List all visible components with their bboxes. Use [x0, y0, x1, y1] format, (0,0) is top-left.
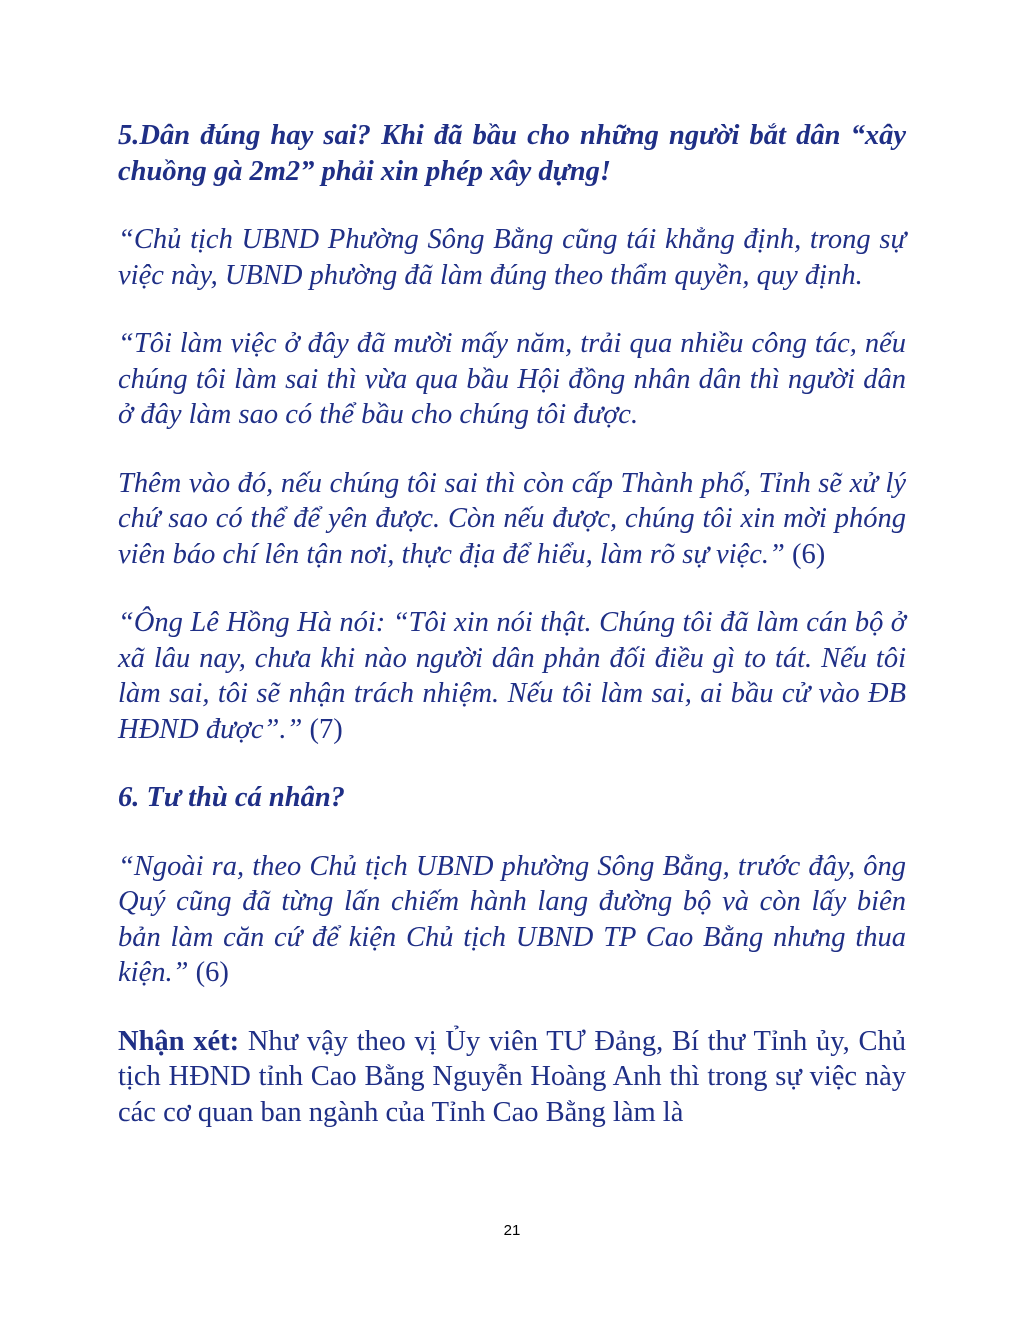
citation-ref: (6)	[188, 957, 229, 988]
section-6-paragraph-1	[118, 849, 906, 991]
citation-ref: (6)	[784, 538, 826, 570]
quote-text: “Tôi làm việc ở đây đã mười mấy năm, trải qua nhiều công tác, nếu chúng tôi làm sai thì vừa qua bầu Hội đồng nhân dân thì người dân ở đây làm sao có thể bầu cho chúng tôi được.	[118, 328, 906, 430]
remark-label: Nhận xét:	[118, 1025, 240, 1057]
citation-ref: (7)	[302, 713, 343, 745]
quote-text: “Chủ tịch UBND Phường Sông Bằng cũng tái khẳng định, trong sự việc này, UBND phường đã làm đúng theo thẩm quyền, quy định.	[118, 224, 906, 291]
section-5-paragraph-2	[118, 326, 906, 433]
section-5-paragraph-1	[118, 222, 906, 293]
remark-paragraph	[118, 1024, 906, 1131]
quote-text: Thêm vào đó, nếu chúng tôi sai thì còn cấp Thành phố, Tỉnh sẽ xử lý chứ sao có thể để yên được. Còn nếu được, chúng tôi xin mời phóng viên báo chí lên tận nơi, thực địa để hiểu, làm rõ sự việc.”	[118, 467, 906, 570]
section-6-heading: 6. Tư thù cá nhân?	[118, 782, 345, 813]
remark-text: Như vậy theo vị Ủy viên TƯ Đảng, Bí thư Tỉnh ủy, Chủ tịch HĐND tỉnh Cao Bằng Nguyễn Hoàng Anh thì trong sự việc này các cơ quan ban ngành của Tỉnh Cao Bằng làm là	[118, 1025, 906, 1128]
section-5-heading: 5.Dân đúng hay sai? Khi đã bầu cho những người bắt dân “xây chuồng gà 2m2” phải xin phép xây dựng!	[118, 120, 906, 187]
quote-text: “Ông Lê Hồng Hà nói: “Tôi xin nói thật. Chúng tôi đã làm cán bộ ở xã lâu nay, chưa khi nào người dân phản đối điều gì to tát. Nếu tôi làm sai, tôi sẽ nhận trách nhiệm. Nếu tôi làm sai, ai bầu cử vào ĐB HĐND được”.”	[118, 607, 906, 745]
quote-text: “Ngoài ra, theo Chủ tịch UBND phường Sông Bằng, trước đây, ông Quý cũng đã từng lấn chiếm hành lang đường bộ và còn lấy biên bản làm căn cứ để kiện Chủ tịch UBND TP Cao Bằng nhưng thua kiện.”	[118, 850, 906, 988]
section-5-paragraph-3	[118, 466, 906, 573]
page-number: 21	[503, 1222, 521, 1239]
document-page	[118, 118, 906, 1163]
section-5-paragraph-4	[118, 605, 906, 747]
